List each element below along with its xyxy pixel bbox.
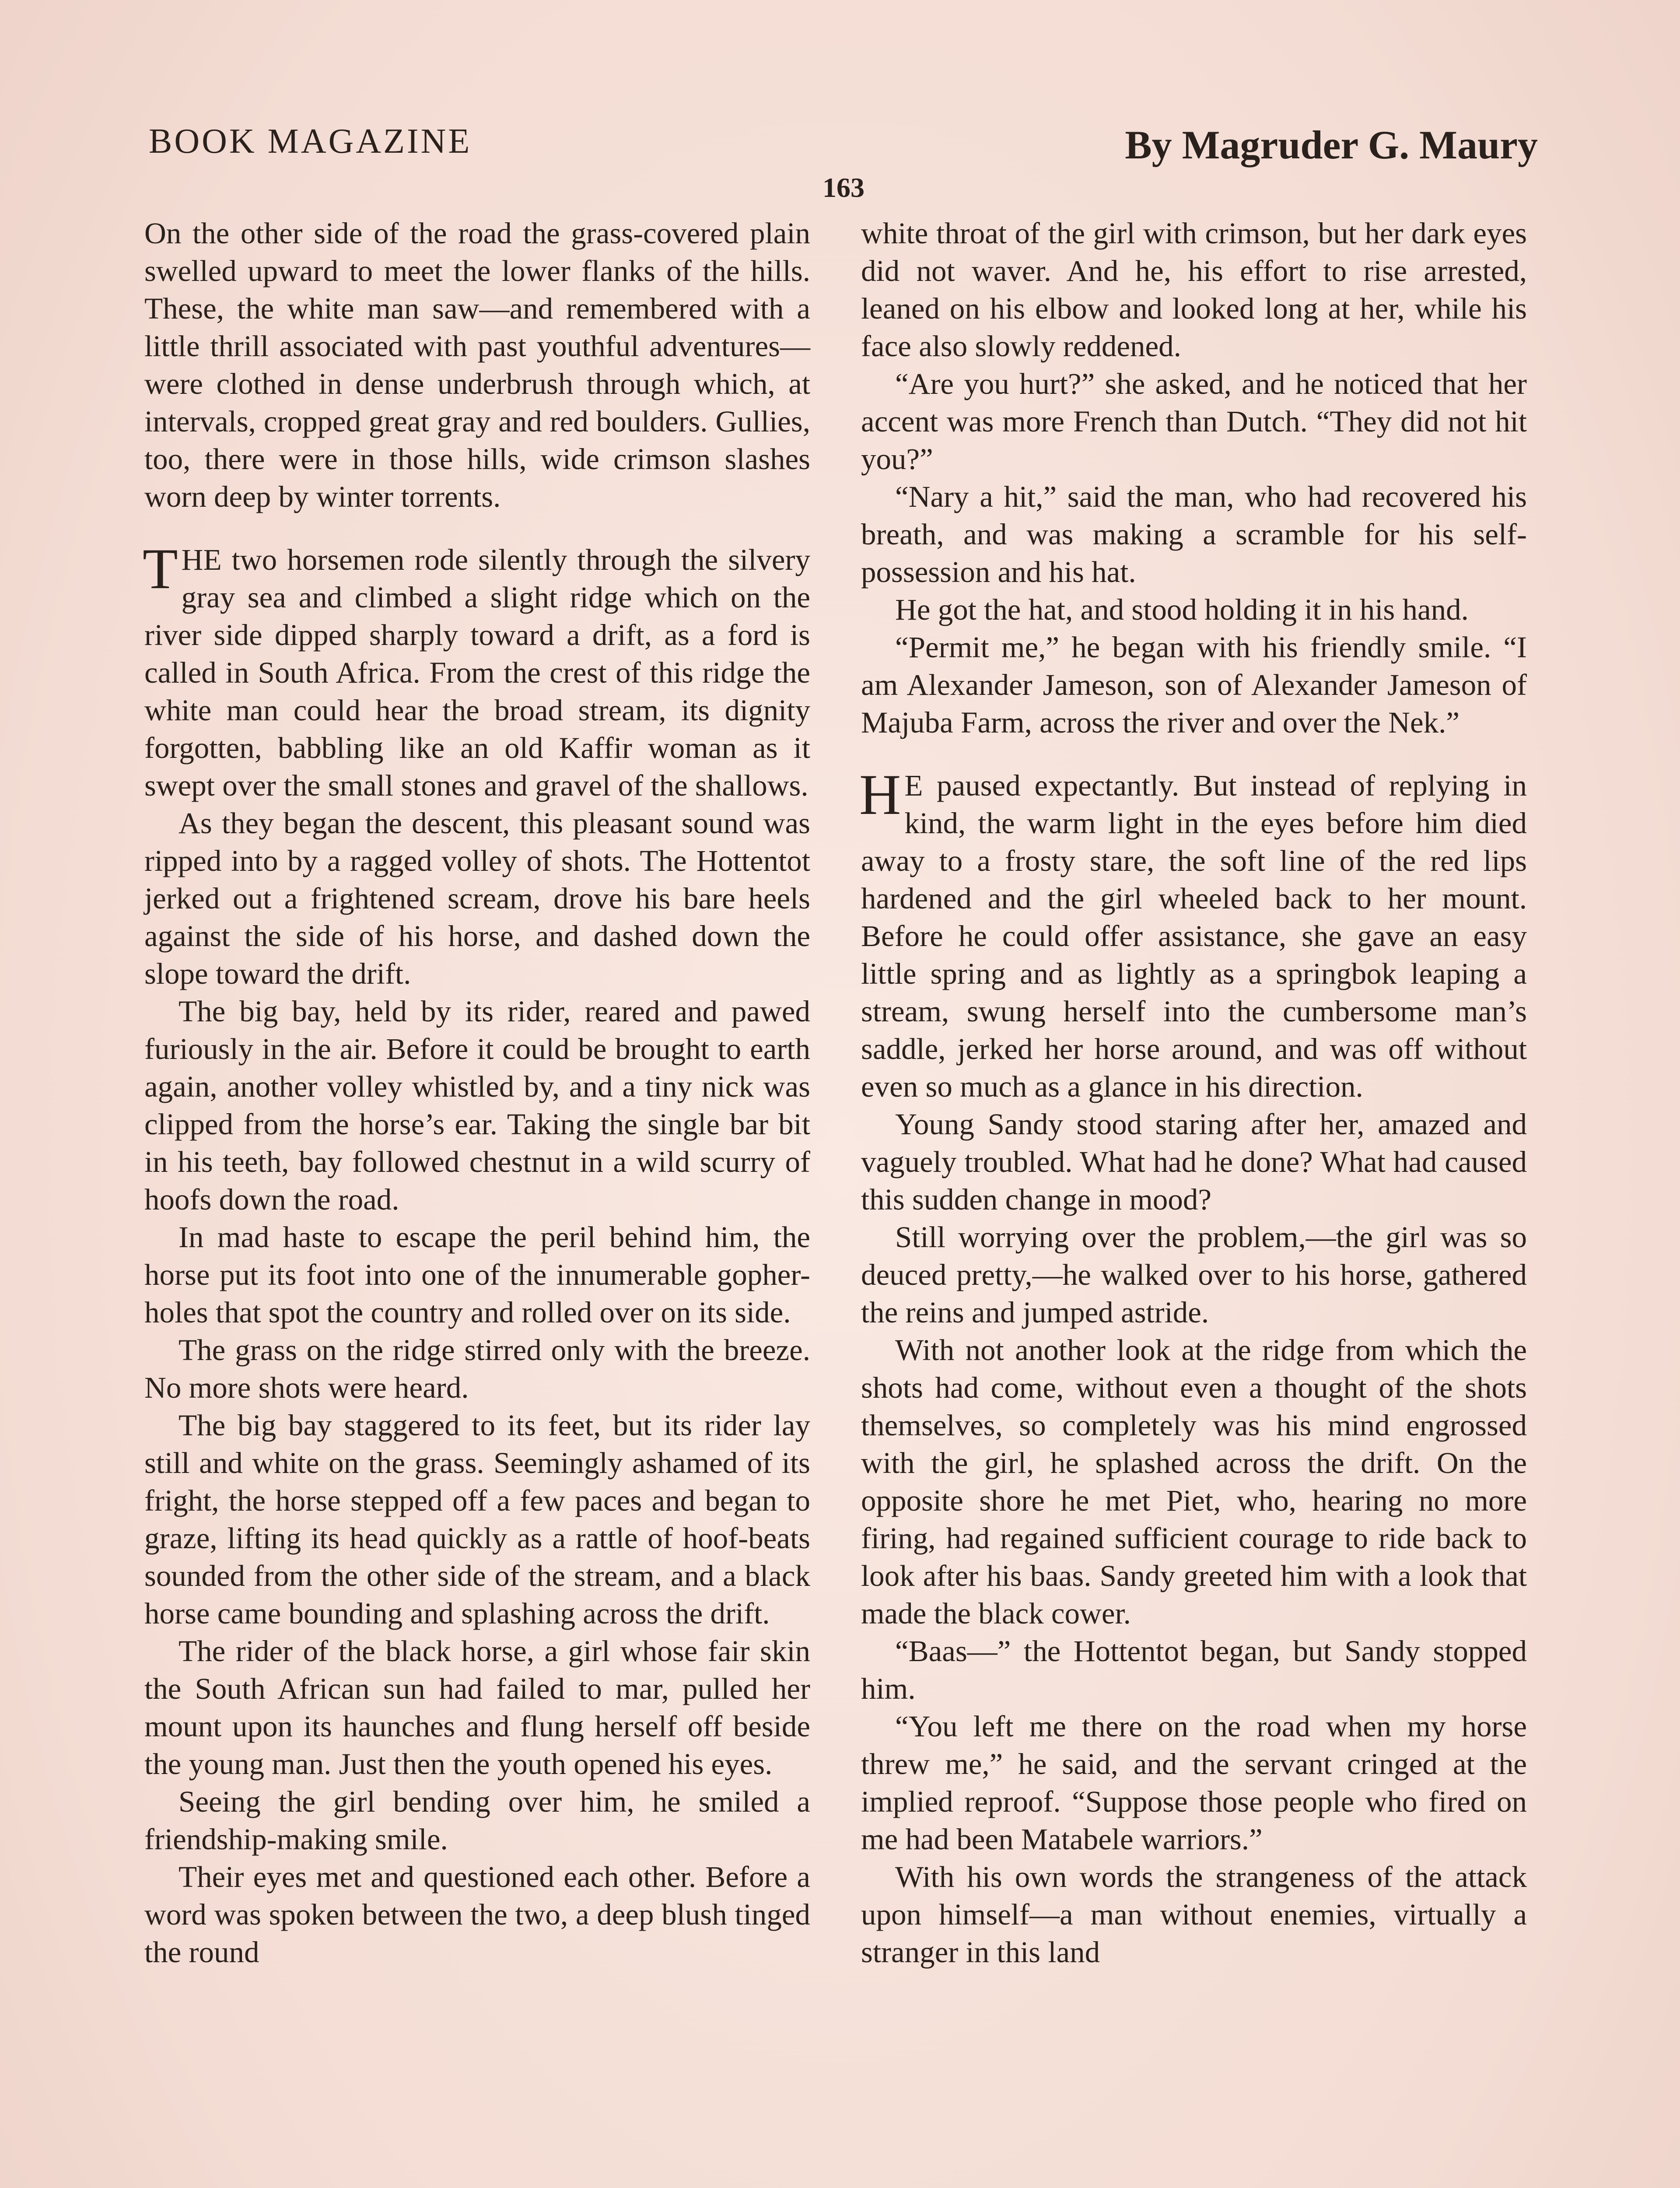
- paragraph: With his own words the strangeness of the attack upon himself—a man without enemies, virtually a stranger in this land: [861, 1860, 1527, 1969]
- paragraph: In mad haste to escape the peril behind him, the horse put its foot into one of the innumerable gopher-holes that spot the country and rolled over on its side.: [144, 1220, 810, 1329]
- drop-cap: H: [859, 762, 901, 827]
- paragraph: The big bay staggered to its feet, but its rider lay still and white on the grass. Seemingly ashamed of its fright, the horse stepped off a few paces and began to graze, lifting its head quickly as a rattle of hoof-beats sounded from the other side of the stream, and a black horse came bounding and splashing across the drift.: [144, 1409, 810, 1630]
- paragraph: He got the hat, and stood holding it in his hand.: [895, 593, 1469, 626]
- paragraph-dropcap: [859, 762, 1527, 1105]
- page-number: 163: [822, 172, 864, 203]
- paragraph-text: HE two horsemen rode silently through the silvery gray sea and climbed a slight ridge which on the river side dipped sharply toward a drift, as a ford is called in South Africa. From the crest of this ridge the white man could hear the broad stream, its dignity forgotten, babbling like an old Kaffir woman as it swept over the small stones and gravel of the shallows.: [144, 543, 810, 802]
- paragraph: “Nary a hit,” said the man, who had recovered his breath, and was making a scramble for his self-possession and his hat.: [861, 480, 1527, 589]
- drop-cap: T: [143, 536, 178, 601]
- paragraph: The rider of the black horse, a girl whose fair skin the South African sun had failed to mar, pulled her mount upon its haunches and flung herself off beside the young man. Just then the youth opened his eyes.: [144, 1634, 810, 1781]
- paragraph: “Are you hurt?” she asked, and he noticed that her accent was more French than Dutch. “They did not hit you?”: [861, 367, 1527, 476]
- paragraph: Seeing the girl bending over him, he smiled a friendship-making smile.: [144, 1785, 810, 1856]
- paragraph: “You left me there on the road when my horse threw me,” he said, and the servant cringed at the implied reproof. “Suppose those people who fired on me had been Matabele warriors.”: [861, 1710, 1527, 1856]
- paragraph: As they began the descent, this pleasant sound was ripped into by a ragged volley of shots. The Hottentot jerked out a frightened scream, drove his bare heels against the side of his horse, and dashed down the slope toward the drift.: [144, 806, 810, 990]
- paragraph: The big bay, held by its rider, reared and pawed furiously in the air. Before it could be brought to earth again, another volley whistled by, and a tiny nick was clipped from the horse’s ear. Taking the single bar bit in his teeth, bay followed chestnut in a wild scurry of hoofs down the road.: [144, 995, 810, 1216]
- paragraph: Still worrying over the problem,—the girl was so deuced pretty,—he walked over to his horse, gathered the reins and jumped astride.: [861, 1220, 1527, 1329]
- paragraph-dropcap: [143, 536, 810, 804]
- paragraph: The grass on the ridge stirred only with the breeze. No more shots were heard.: [144, 1333, 810, 1404]
- paragraph: With not another look at the ridge from which the shots had come, without even a thought of the shots themselves, so completely was his mind engrossed with the girl, he splashed across the drift. On the opposite shore he met Piet, who, hearing no more firing, had regained sufficient courage to ride back to look after his baas. Sandy greeted him with a look that made the black cower.: [861, 1333, 1527, 1630]
- paragraph: white throat of the girl with crimson, but her dark eyes did not waver. And he, his effort to rise arrested, leaned on his elbow and looked long at her, while his face also slowly reddened.: [861, 217, 1527, 363]
- paragraph: “Baas—” the Hottentot began, but Sandy stopped him.: [861, 1634, 1527, 1705]
- paragraph: On the other side of the road the grass-covered plain swelled upward to meet the lower flanks of the hills. These, the white man saw—and remembered with a little thrill associated with past youthful adventures—were clothed in dense underbrush through which, at intervals, cropped great gray and red boulders. Gullies, too, there were in those hills, wide crimson slashes worn deep by winter torrents.: [144, 217, 810, 513]
- paragraph: “Permit me,” he began with his friendly smile. “I am Alexander Jameson, son of Alexander Jameson of Majuba Farm, across the river and over the Nek.”: [861, 631, 1527, 739]
- page-header-byline: By Magruder G. Maury: [1125, 123, 1538, 167]
- left-column: [144, 214, 810, 1971]
- right-column: [861, 214, 1527, 1971]
- paragraph: Young Sandy stood staring after her, amazed and vaguely troubled. What had he done? What had caused this sudden change in mood?: [861, 1108, 1527, 1216]
- page-header-left: BOOK MAGAZINE: [149, 122, 472, 161]
- paragraph: Their eyes met and questioned each other. Before a word was spoken between the two, a deep blush tinged the round: [144, 1860, 810, 1969]
- paragraph-text: E paused expectantly. But instead of replying in kind, the warm light in the eyes before him died away to a frosty stare, the soft line of the red lips hardened and the girl wheeled back to her mount. Before he could offer assistance, she gave an easy little spring and as lightly as a springbok leaping a stream, swung herself into the cumbersome man’s saddle, jerked her horse around, and was off without even so much as a glance in his direction.: [861, 769, 1527, 1103]
